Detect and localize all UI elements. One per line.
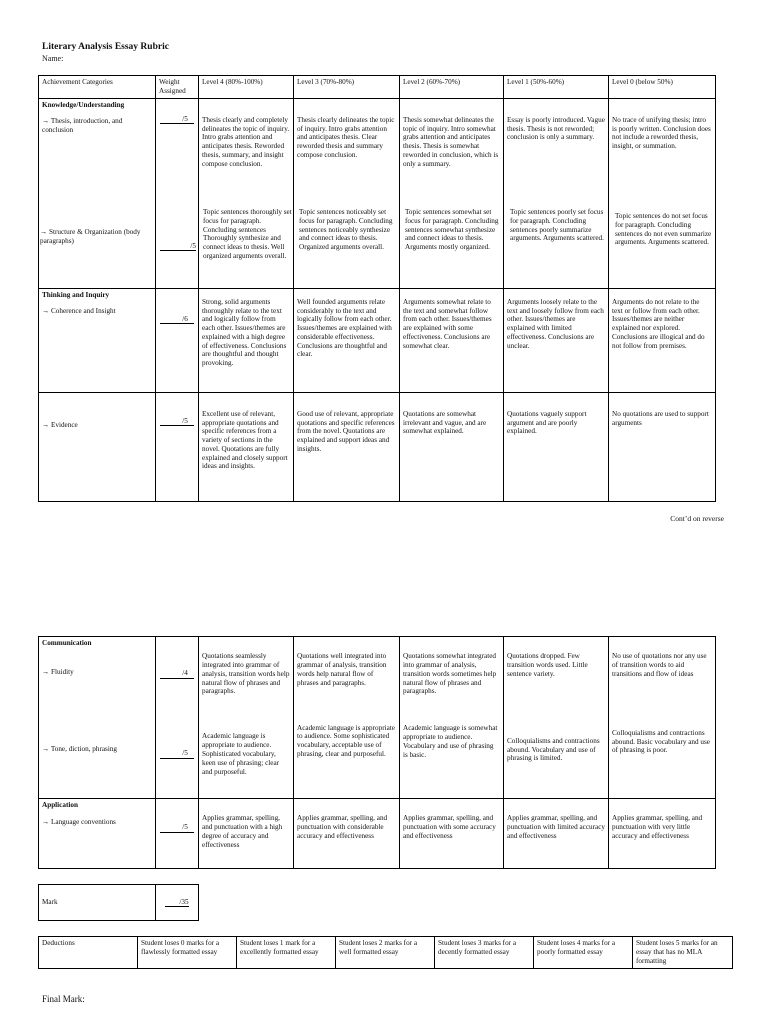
section-heading: Knowledge/Understanding: [42, 100, 125, 109]
weight-cell: [156, 799, 199, 869]
level-cell: Topic sentences do not set focus for paragraph. Concluding sentences do not even summarize arguments. Arguments scattered.: [615, 212, 712, 247]
final-mark-label: Final Mark:: [42, 994, 85, 1004]
level-cell: Applies grammar, spelling, and punctuation with very little accuracy and effectiveness: [609, 799, 716, 869]
weight-value: /5: [160, 115, 194, 125]
deduction-item: Student loses 4 marks for a poorly formatted essay: [534, 937, 633, 969]
continued-note: Cont’d on reverse: [670, 514, 724, 523]
criterion-label: → Language conventions: [42, 817, 116, 826]
deduction-item: Student loses 2 marks for a well formatted essay: [336, 937, 435, 969]
weight-value: /5: [160, 242, 196, 251]
deductions-table: [38, 936, 733, 969]
level-cell: Quotations dropped. Few transition words used. Little sentence variety. Colloquialisms and contractions abound. Vocabulary and use of phrasing is limited.: [504, 637, 609, 799]
level-cell: Arguments somewhat relate to the text and somewhat follow from each other. Issues/themes are explained with some effectiveness. Conclusions are somewhat clear.: [400, 288, 504, 392]
header-cell: Level 2 (60%-70%): [400, 76, 504, 99]
weight-value: /4: [160, 669, 194, 679]
weight-value: /5: [160, 823, 194, 833]
level-cell: Quotations vaguely support argument and are poorly explained.: [504, 392, 609, 501]
rubric-row: [39, 288, 716, 392]
category-cell: [39, 98, 156, 288]
header-cell: Level 3 (70%-80%): [294, 76, 400, 99]
category-cell: [39, 288, 156, 392]
rubric-table-2: [38, 636, 716, 869]
deductions-label: Deductions: [39, 937, 138, 969]
rubric-row: [39, 98, 716, 288]
category-cell: [39, 799, 156, 869]
level-cell: Strong, solid arguments thoroughly relate to the text and logically follow from each other. Issues/themes are explained with a high degree of effectiveness. Conclusions are thoughtful and thought provoking.: [199, 288, 294, 392]
section-heading: Application: [42, 801, 78, 809]
criterion-label: → Tone, diction, phrasing: [42, 744, 118, 753]
level-cell: Quotations somewhat integrated into grammar of analysis, transition words sometimes help natural flow of phrases and paragraphs. Academic language is somewhat appropriate to audience. Vocabulary and use of phrasing is basic.: [400, 637, 504, 799]
level-cell: Good use of relevant, appropriate quotations and specific references from the novel. Quotations are explained and support ideas and insights.: [294, 392, 400, 501]
level-cell: Quotations are somewhat irrelevant and vague, and are somewhat explained.: [400, 392, 504, 501]
header-cell: Level 1 (50%-60%): [504, 76, 609, 99]
level-cell: Excellent use of relevant, appropriate quotations and specific references from a variety of sections in the novel. Quotations are fully explained and closely support ideas and insights.: [199, 392, 294, 501]
rubric-table-1: [38, 75, 716, 502]
deduction-item: Student loses 0 marks for a flawlessly formatted essay: [138, 937, 237, 969]
header-cell: Achievement Categories: [39, 76, 156, 99]
level-cell: Arguments loosely relate to the text and loosely follow from each other. Issues/themes are explained with limited effectiveness. Conclusions are unclear.: [504, 288, 609, 392]
weight-cell: [156, 637, 199, 799]
deduction-item: Student loses 1 mark for a excellently formatted essay: [237, 937, 336, 969]
level-cell: Topic sentences thoroughly set focus for paragraph. Concluding sentences Thoroughly synthesize and connect ideas to thesis. Well organized arguments overall.: [203, 208, 292, 260]
level-cell: No use of quotations nor any use of transition words to aid transitions and flow of ideas Colloquialisms and contractions abound. Basic vocabulary and use of phrasing is poor.: [609, 637, 716, 799]
rubric-row: [39, 392, 716, 501]
section-heading: Communication: [42, 639, 92, 647]
rubric-row: [39, 799, 716, 869]
weight-cell: [156, 288, 199, 392]
weight-cell: [156, 392, 199, 501]
level-cell: Well founded arguments relate considerably to the text and logically follow from each other. Issues/themes are explained with considerable effectiveness. Conclusions are thoughtful and clear.: [294, 288, 400, 392]
row-divider-hidden: [38, 205, 715, 206]
level-cell: Arguments do not relate to the text or follow from each other. Issues/themes are neither explained nor explored. Conclusions are illogical and do not follow from premises.: [609, 288, 716, 392]
document-title: Literary Analysis Essay Rubric: [42, 42, 169, 52]
weight-value: /5: [160, 417, 194, 427]
level-cell: Topic sentences noticeably set focus for paragraph. Concluding sentences noticeably synthesize and connect ideas to thesis. Organized arguments overall.: [299, 208, 393, 252]
level-cell: Essay is poorly introduced. Vague thesis. Thesis is not reworded; conclusion is only a summary.: [504, 98, 609, 288]
category-cell: [39, 392, 156, 501]
rubric-row: [39, 637, 716, 799]
mark-label: Mark: [39, 885, 156, 921]
level-cell: Applies grammar, spelling, and punctuation with limited accuracy and effectiveness: [504, 799, 609, 869]
header-cell: Level 0 (below 50%): [609, 76, 716, 99]
level-cell: Thesis clearly delineates the topic of inquiry. Intro grabs attention and anticipates thesis. Clear reworded thesis and summary compose conclusion.: [294, 98, 400, 288]
mark-value: /35: [156, 885, 199, 921]
name-label: Name:: [42, 54, 64, 63]
header-row: [39, 76, 716, 99]
criterion-label: → Structure & Organization (body paragraphs): [40, 228, 141, 245]
level-cell: No quotations are used to support arguments: [609, 392, 716, 501]
level-cell: Topic sentences poorly set focus for paragraph. Concluding sentences poorly summarize arguments. Arguments scattered.: [510, 208, 604, 243]
deduction-item: Student loses 5 marks for an essay that has no MLA formatting: [633, 937, 733, 969]
criterion-label: → Fluidity: [42, 667, 74, 676]
level-cell: Applies grammar, spelling, and punctuation with considerable accuracy and effectiveness: [294, 799, 400, 869]
level-cell: Thesis somewhat delineates the topic of inquiry. Intro somewhat grabs attention and anticipates thesis. Thesis is somewhat reworded in conclusion, which is only a summary.: [400, 98, 504, 288]
header-cell: Level 4 (80%-100%): [199, 76, 294, 99]
header-cell: Weight Assigned: [156, 76, 199, 99]
level-cell: Thesis clearly and completely delineates the topic of inquiry. Intro grabs attention and anticipates thesis. Reworded thesis, summary, and insight compose conclusion.: [199, 98, 294, 288]
level-cell: Quotations well integrated into grammar of analysis, transition words help natural flow of phrases and paragraphs. Academic language is appropriate to audience. Some sophisticated vocabulary, acceptable use of phrasing, clear and purposeful.: [294, 637, 400, 799]
mark-table: [38, 884, 199, 921]
weight-value: /6: [160, 315, 194, 325]
category-cell: [39, 637, 156, 799]
criterion-label: → Thesis, introduction, and conclusion: [42, 117, 123, 135]
deduction-item: Student loses 3 marks for a decently formatted essay: [435, 937, 534, 969]
level-cell: Quotations seamlessly integrated into grammar of analysis, transition words help natural flow of phrases and paragraphs. Academic language is appropriate to audience. Sophisticated vocabulary, keen use of phrasing; clear and purposeful.: [199, 637, 294, 799]
weight-cell: [156, 98, 199, 288]
level-cell: No trace of unifying thesis; intro is poorly written. Conclusion does not include a reworded thesis, insight, or summation.: [609, 98, 716, 288]
criterion-label: → Coherence and Insight: [42, 307, 116, 316]
level-cell: Applies grammar, spelling, and punctuation with a high degree of accuracy and effectiveness: [199, 799, 294, 869]
section-heading: Thinking and Inquiry: [42, 290, 110, 299]
criterion-label: → Evidence: [42, 420, 78, 429]
weight-value: /5: [160, 749, 194, 759]
level-cell: Topic sentences somewhat set focus for paragraph. Concluding sentences somewhat synthesize and connect ideas to thesis. Arguments mostly organized.: [405, 208, 499, 252]
level-cell: Applies grammar, spelling, and punctuation with some accuracy and effectiveness: [400, 799, 504, 869]
